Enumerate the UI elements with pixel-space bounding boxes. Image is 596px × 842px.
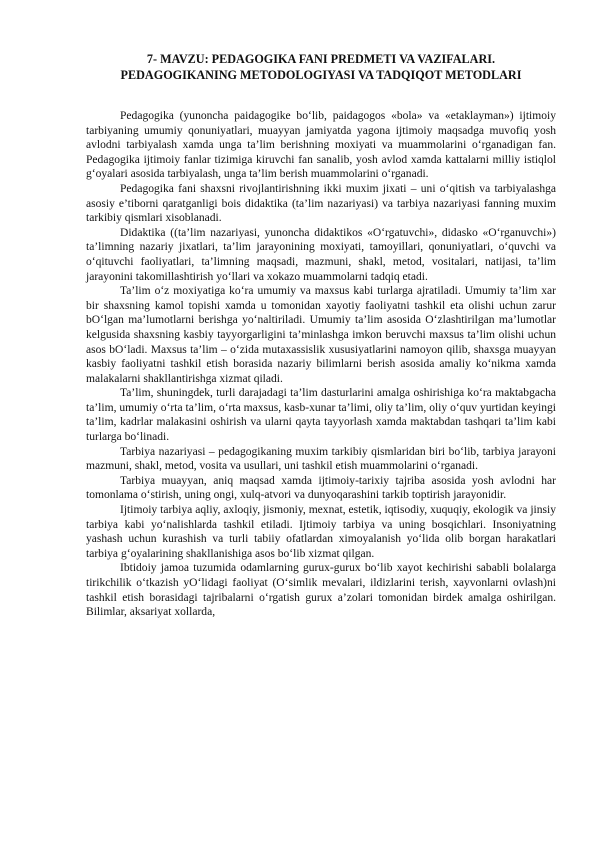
document-body <box>86 109 556 620</box>
paragraph: Ta’lim o‘z moxiyatiga ko‘ra umumiy va maxsus kabi turlarga ajratiladi. Umumiy ta’lim xar bir shaxsning kamol topishi xamda u tomonidan xayotiy faoliyatni tashkil eta olishi uchun zarur bO‘lgan ma’lumotlarni berishga yo‘naltiriladi. Umumiy ta’lim asosida O‘zlashtirilgan ma’lumotlar kelgusida shaxsning kasbiy tayyorgarligini ta’minlashga imkon beruvchi maxsus ta’lim olishi uchun asos bO‘ladi. Maxsus ta’lim – o‘zida mutaxassislik xususiyatlarini namoyon qilib, shaxsga muayyan kasbiy faoliyatni tashkil etish borasida nazariy bilimlarni berish asosida amaliy ko‘nikma xamda malakalarni shakllantirishga xizmat qiladi. <box>86 285 556 385</box>
paragraph: Ijtimoiy tarbiya aqliy, axloqiy, jismoniy, mexnat, estetik, iqtisodiy, xuquqiy, ekologik va jinsiy tarbiya kabi yo‘nalishlarda tashkil etiladi. Ijtimoiy tarbiya va uning bosqichlari. Insoniyatning yashash uchun kurashish va turli tabiiy ofatlardan ximoyalanish yo‘lida olib borgan harakatlari tarbiya g‘oyalarining shakllanishiga asos bo‘lib xizmat qilgan. <box>86 504 556 560</box>
paragraph: Pedagogika (yunoncha paidagogike bo‘lib, paidagogos «bola» va «etaklayman») ijtimoiy tarbiyaning umumiy qonuniyatlari, muayyan jamiyatda yagona ijtimoiy maqsadga muvofiq yosh avlodni tarbiyalash xamda unga ta’lim berishning moxiyati va muammolarini o‘rganadigan fan. Pedagogika ijtimoiy fanlar tizimiga kiruvchi fan sanalib, yosh avlod xamda kattalarni milliy istiqlol g‘oyalari asosida tarbiyalash, unga ta’lim berish muammolarini o‘rganadi. <box>86 110 556 181</box>
title-line-2: PEDAGOGIKANING METODOLOGIYASI VA TADQIQOT METODLARI <box>120 67 522 82</box>
title-line-1: 7- MAVZU: PEDAGOGIKA FANI PREDMETI VA VAZIFALARI. <box>146 52 496 66</box>
paragraph: Pedagogika fani shaxsni rivojlantirishning ikki muxim jixati – uni o‘qitish va tarbiyalashga asosiy e’tiborni qaratganligi bois didaktika (ta’lim nazariyasi) va tarbiya nazariyasi fanning muxim tarkibiy qismlari xisoblanadi. <box>86 182 556 225</box>
paragraph: Tarbiya nazariyasi – pedagogikaning muxim tarkibiy qismlaridan biri bo‘lib, tarbiya jarayoni mazmuni, shakl, metod, vosita va usullari, uni tashkil etish muammolarini o‘rganadi. <box>86 445 556 473</box>
document-title <box>86 52 556 83</box>
paragraph: Tarbiya muayyan, aniq maqsad xamda ijtimoiy-tarixiy tajriba asosida yosh avlodni har tomonlama o‘stirish, uning ongi, xulq-atvori va dunyoqarashini tarkib toptirish jarayonidir. <box>86 474 556 502</box>
paragraph: Ibtidoiy jamoa tuzumida odamlarning gurux-gurux bo‘lib xayot kechirishi sababli bolalarga tirikchilik o‘tkazish yO‘lidagi faoliyat (O‘simlik mevalari, ildizlarini terish, xayvonlarni ovlash)ni tashkil etish borasidagi tajribalarni o‘rgatish gurux a’zolari tomonidan birdek amalga oshirilgan. Bilimlar, aksariyat xollarda, <box>86 562 556 619</box>
paragraph: Didaktika ((ta’lim nazariyasi, yunoncha didaktikos «O‘rgatuvchi», didasko «O‘rganuvchi») ta’limning nazariy jixatlari, ta’lim jarayonining moxiyati, tamoyillari, qonuniyatlari, o‘quvchi va o‘qituvchi faoliyatlari, ta’limning maqsadi, mazmuni, shakl, metod, vositalari, natijasi, ta’lim jarayonini takomillashtirish yo‘llari va xokazo muammolarni tadqiq etadi. <box>86 226 556 283</box>
paragraph: Ta’lim, shuningdek, turli darajadagi ta’lim dasturlarini amalga oshirishiga ko‘ra maktabgacha ta’lim, umumiy o‘rta ta’lim, o‘rta maxsus, kasb-xunar ta’limi, oliy ta’lim, oliy o‘quv yurtidan keyingi ta’lim, kadrlar malakasini oshirish va ularni qayta tayyorlash xamda maktabdan tashqari ta’lim kabi turlarga bo‘linadi. <box>86 387 556 444</box>
document-page <box>86 52 556 620</box>
